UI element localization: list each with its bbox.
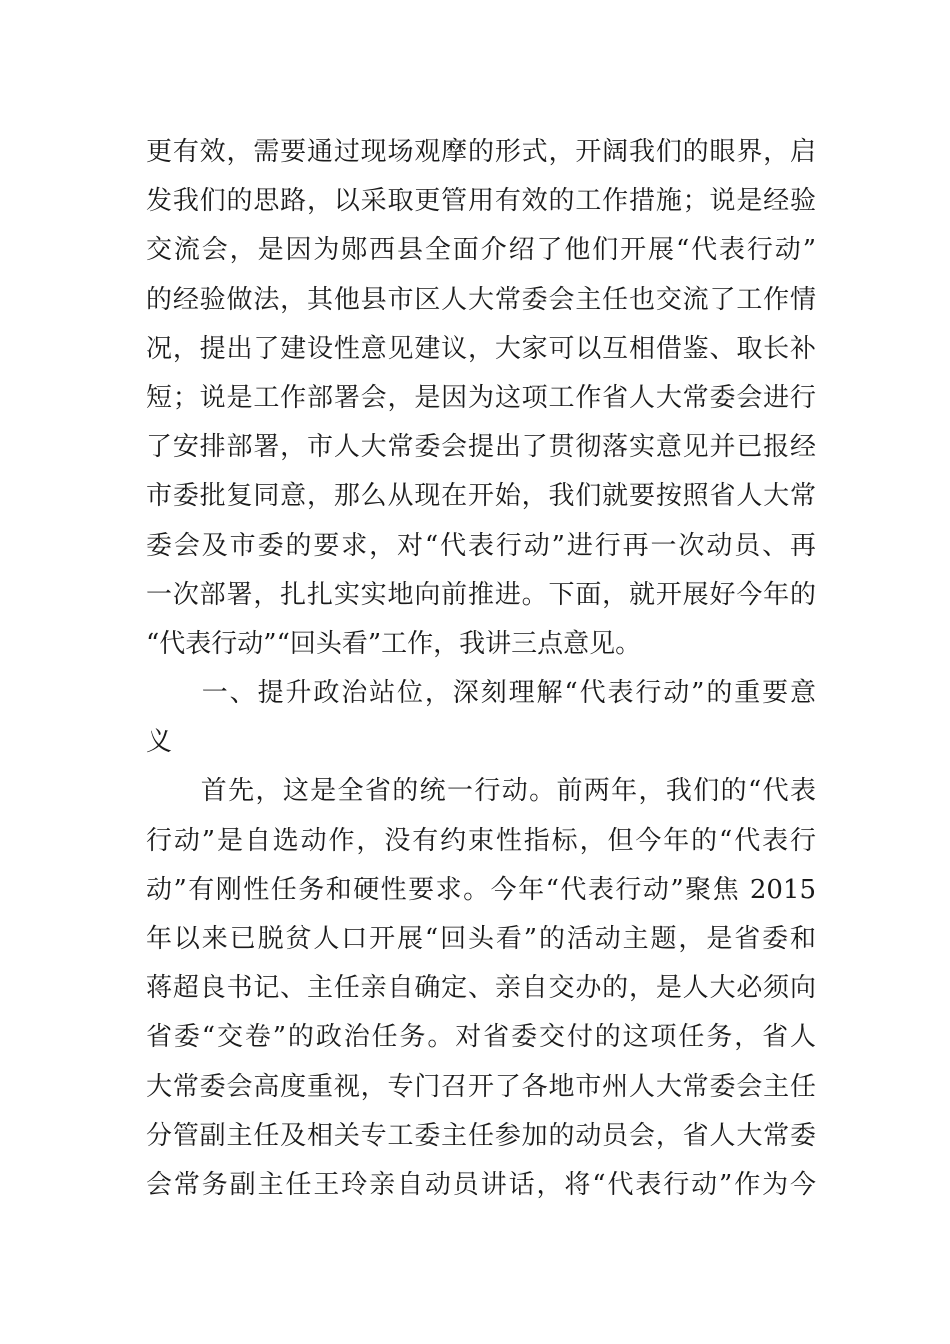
text-line: 短；说是工作部署会，是因为这项工作省人大常委会进行 (146, 382, 816, 413)
text-line: 分管副主任及相关专工委主任参加的动员会，省人大常委 (146, 1120, 816, 1151)
section-heading-line: 义 (146, 727, 173, 758)
text-line: “代表行动”“回头看”工作，我讲三点意见。 (146, 628, 642, 659)
text-line: 委会及市委的要求，对“代表行动”进行再一次动员、再 (146, 530, 816, 561)
text-line: 动”有刚性任务和硬性要求。今年“代表行动”聚焦 2015 (146, 874, 816, 905)
text-line: 了安排部署，市人大常委会提出了贯彻落实意见并已报经 (146, 432, 816, 463)
text-line: 蒋超良书记、主任亲自确定、亲自交办的，是人大必须向 (146, 973, 816, 1004)
section-heading-line: 一、提升政治站位，深刻理解“代表行动”的重要意 (146, 678, 816, 709)
text-line: 市委批复同意，那么从现在开始，我们就要按照省人大常 (146, 481, 816, 512)
text-line: 会常务副主任王玲亲自动员讲话，将“代表行动”作为今 (146, 1169, 816, 1200)
text-line: 大常委会高度重视，专门召开了各地市州人大常委会主任 (146, 1071, 816, 1102)
text-line: 行动”是自选动作，没有约束性指标，但今年的“代表行 (146, 825, 816, 856)
text-line: 况，提出了建设性意见建议，大家可以互相借鉴、取长补 (146, 333, 816, 364)
text-line: 省委“交卷”的政治任务。对省委交付的这项任务，省人 (146, 1022, 816, 1053)
text-line: 发我们的思路，以采取更管用有效的工作措施；说是经验 (146, 186, 816, 217)
text-line: 年以来已脱贫人口开展“回头看”的活动主题，是省委和 (146, 924, 816, 954)
text-line: 更有效，需要通过现场观摩的形式，开阔我们的眼界，启 (146, 137, 816, 167)
body-text (146, 128, 816, 1210)
text-line: 一次部署，扎扎实实地向前推进。下面，就开展好今年的 (146, 579, 816, 610)
text-line: 的经验做法，其他县市区人大常委会主任也交流了工作情 (146, 284, 816, 315)
text-line: 首先，这是全省的统一行动。前两年，我们的“代表 (146, 776, 816, 807)
text-line: 交流会，是因为郧西县全面介绍了他们开展“代表行动” (146, 235, 816, 266)
